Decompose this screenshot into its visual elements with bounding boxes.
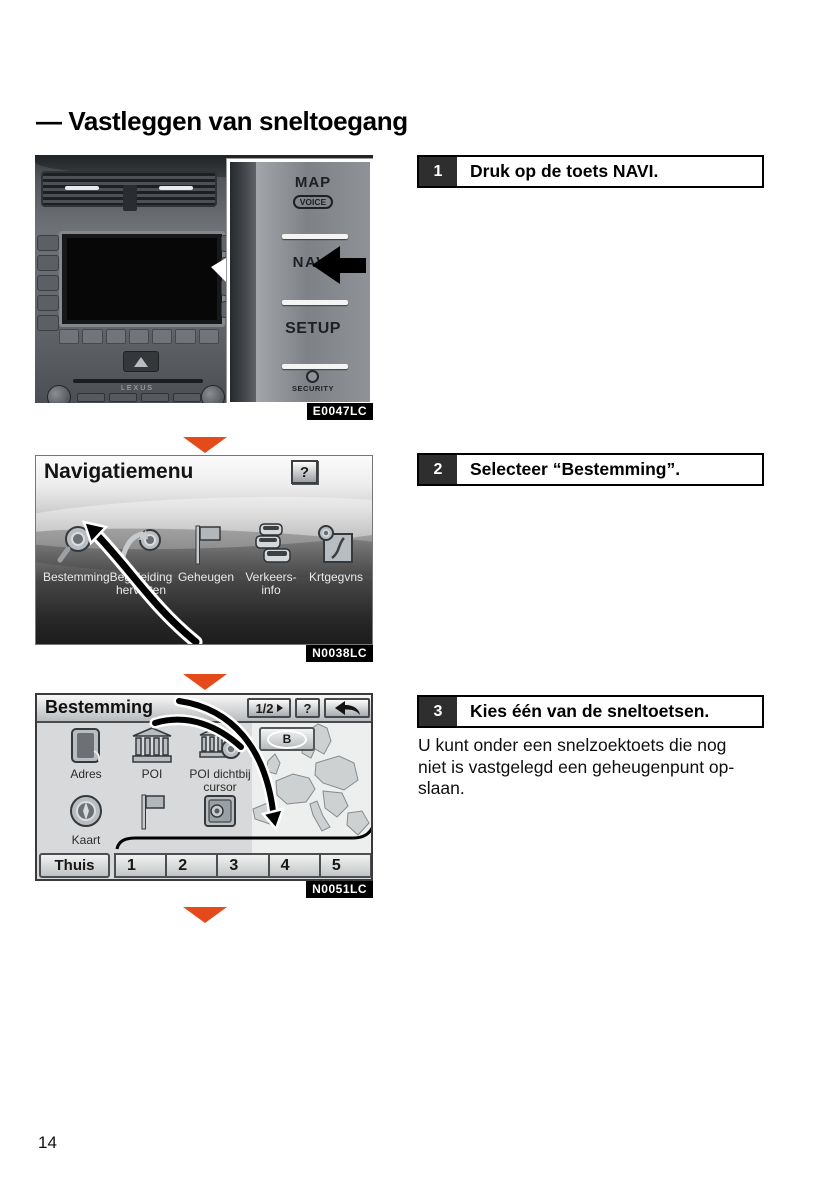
flow-down-triangle-icon (183, 907, 227, 923)
figure-code: N0051LC (306, 881, 373, 898)
map-button-label: MAP (294, 174, 332, 191)
page-number: 14 (38, 1133, 57, 1152)
vent-center-control (123, 185, 137, 211)
screen-title: Navigatiemenu (44, 460, 194, 483)
menu-item-label: Verkeers- info (245, 570, 297, 597)
page-title: — Vastleggen van sneltoegang (36, 106, 408, 136)
figure-code: N0038LC (306, 645, 373, 662)
button-slot (282, 364, 348, 369)
nav-screen (67, 238, 217, 320)
step-instruction: Selecteer “Bestemming”. (470, 459, 681, 479)
panel-edge (230, 162, 256, 402)
security-button-label: SECURITY (292, 384, 334, 393)
dest-item-label: POI (141, 767, 163, 781)
console-side-button (37, 235, 59, 251)
voice-button-label: VOICE (256, 192, 370, 210)
console-side-button (37, 295, 59, 311)
menu-item-label: Begeleiding hervatten (109, 570, 173, 597)
note-paragraph (418, 735, 770, 800)
step-instruction: Druk op de toets NAVI. (470, 161, 659, 181)
note-line: slaan. (418, 778, 465, 798)
button-slot (282, 300, 348, 305)
menu-item-label: Geheugen (177, 570, 235, 584)
pointer-arrow-icon (340, 258, 366, 273)
brand-label: LEXUS (121, 385, 154, 392)
setup-button-label: SETUP (285, 320, 341, 337)
button-panel-inset (227, 159, 373, 403)
audio-button-row (59, 329, 219, 344)
menu-item-label: Krtgegvns (308, 570, 364, 584)
page-button-label: 1/2 (255, 700, 274, 716)
dest-item-label: Kaart (71, 833, 101, 847)
flow-down-triangle-icon (183, 674, 227, 690)
dest-item-label: Adres (70, 767, 102, 781)
navigatiemenu-screen (35, 455, 373, 645)
step-instruction: Kies één van de sneltoetsen. (470, 701, 710, 721)
step-1 (417, 155, 764, 188)
step-number-badge: 1 (419, 157, 457, 186)
button-slot (282, 234, 348, 239)
console-side-button (37, 255, 59, 271)
volume-knob (47, 385, 71, 403)
flow-down-triangle-icon (183, 437, 227, 453)
figure-navigatiemenu (35, 455, 373, 660)
air-vent (41, 171, 217, 207)
preset-button-5: 5 (319, 853, 372, 878)
navi-button-label: NAVI (292, 254, 334, 271)
figure-code: E0047LC (307, 403, 373, 420)
hand-drawn-arrow-icon (37, 695, 373, 881)
help-button: ? (295, 698, 320, 718)
preset-button-1: 1 (114, 853, 167, 878)
preset-button-2: 2 (165, 853, 218, 878)
step-number-badge: 2 (419, 455, 457, 484)
step-2 (417, 453, 764, 486)
security-led-icon (306, 370, 319, 383)
menu-item-label: Bestemming (43, 570, 110, 584)
nav-screen-bezel (59, 231, 225, 327)
hazard-triangle-icon (134, 357, 148, 367)
cd-slot (73, 379, 203, 383)
hand-drawn-arrow-icon (36, 456, 373, 645)
pointer-arrow-icon (312, 246, 340, 284)
screen-title: Bestemming (45, 697, 154, 717)
b-oval-icon: B (267, 730, 307, 749)
preset-button-3: 3 (216, 853, 269, 878)
tune-knob (201, 385, 225, 403)
bestemming-screen (35, 693, 373, 881)
home-button: Thuis (39, 853, 110, 878)
preset-button-4: 4 (268, 853, 321, 878)
help-button: ? (291, 460, 318, 484)
hazard-button (123, 351, 159, 372)
console-side-button (37, 315, 59, 331)
vent-slider-icon (159, 186, 193, 190)
note-line: U kunt onder een snelzoektoets die nog (418, 735, 727, 755)
dashboard-photo (35, 155, 373, 403)
radio-button-row (77, 393, 201, 402)
vent-slider-icon (65, 186, 99, 190)
step-3 (417, 695, 764, 728)
figure-dashboard (35, 155, 373, 419)
note-line: niet is vastgelegd een geheugenpunt op- (418, 756, 735, 777)
step-number-badge: 3 (419, 697, 457, 726)
dest-item-label: POI dichtbij cursor (189, 767, 251, 794)
figure-bestemming (35, 693, 373, 896)
console-side-button (37, 275, 59, 291)
